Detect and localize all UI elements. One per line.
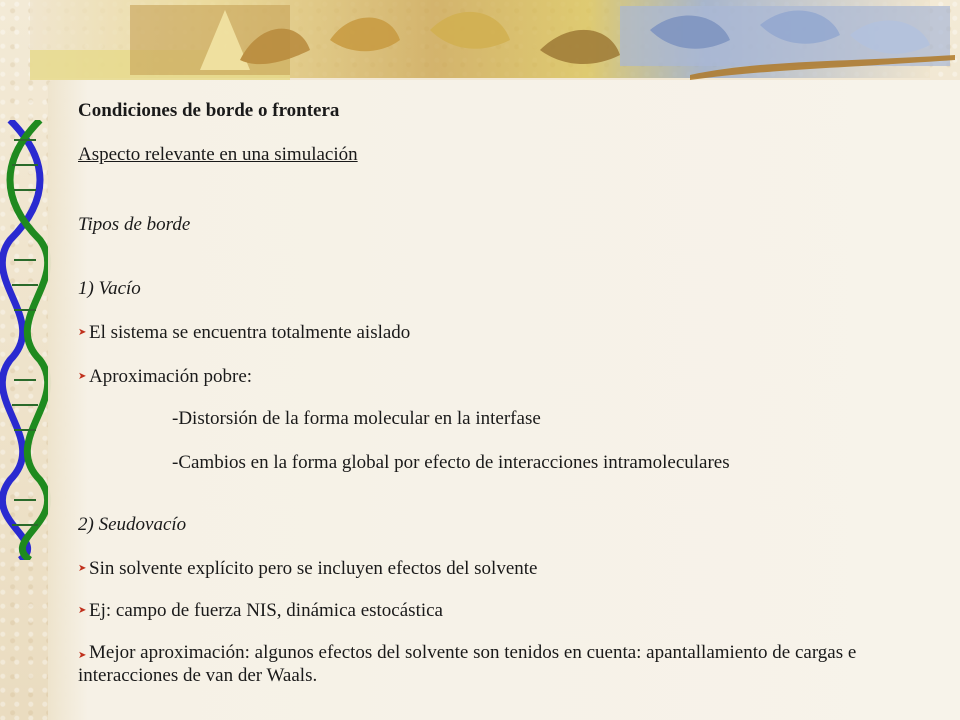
arrow-bullet-icon: ➤ <box>78 563 87 574</box>
section-pseudovacuum-heading: 2) Seudovacío <box>78 514 187 535</box>
bullet-text: Sin solvente explícito pero se incluyen efectos del solvente <box>89 558 538 579</box>
sub-item: -Distorsión de la forma molecular en la interfase <box>172 408 541 429</box>
arrow-bullet-icon: ➤ <box>78 371 87 382</box>
bullet-text: Mejor aproximación: algunos efectos del solvente son tenidos en cuenta: apantallamiento de cargas e interacciones de van der Waals. <box>78 642 857 686</box>
list-item <box>78 322 410 345</box>
bullet-text: Ej: campo de fuerza NIS, dinámica estocástica <box>89 600 443 621</box>
bullet-wrap <box>78 642 868 688</box>
section-vacuum-heading: 1) Vacío <box>78 278 141 299</box>
list-item <box>78 558 538 581</box>
slide-subtitle: Aspecto relevante en una simulación <box>78 144 358 165</box>
sub-item: -Cambios en la forma global por efecto de interacciones intramoleculares <box>172 452 730 473</box>
content-panel <box>48 80 960 720</box>
arrow-bullet-icon: ➤ <box>78 327 87 338</box>
arrow-bullet-icon: ➤ <box>78 605 87 616</box>
list-item <box>78 642 868 688</box>
dna-helix-image <box>0 120 52 560</box>
slide-title: Condiciones de borde o frontera <box>78 100 340 121</box>
bullet-text: Aproximación pobre: <box>89 366 253 387</box>
types-heading: Tipos de borde <box>78 214 191 235</box>
list-item <box>78 600 443 623</box>
bullet-text: El sistema se encuentra totalmente aislado <box>89 322 411 343</box>
arrow-bullet-icon: ➤ <box>78 650 87 661</box>
list-item <box>78 366 252 389</box>
